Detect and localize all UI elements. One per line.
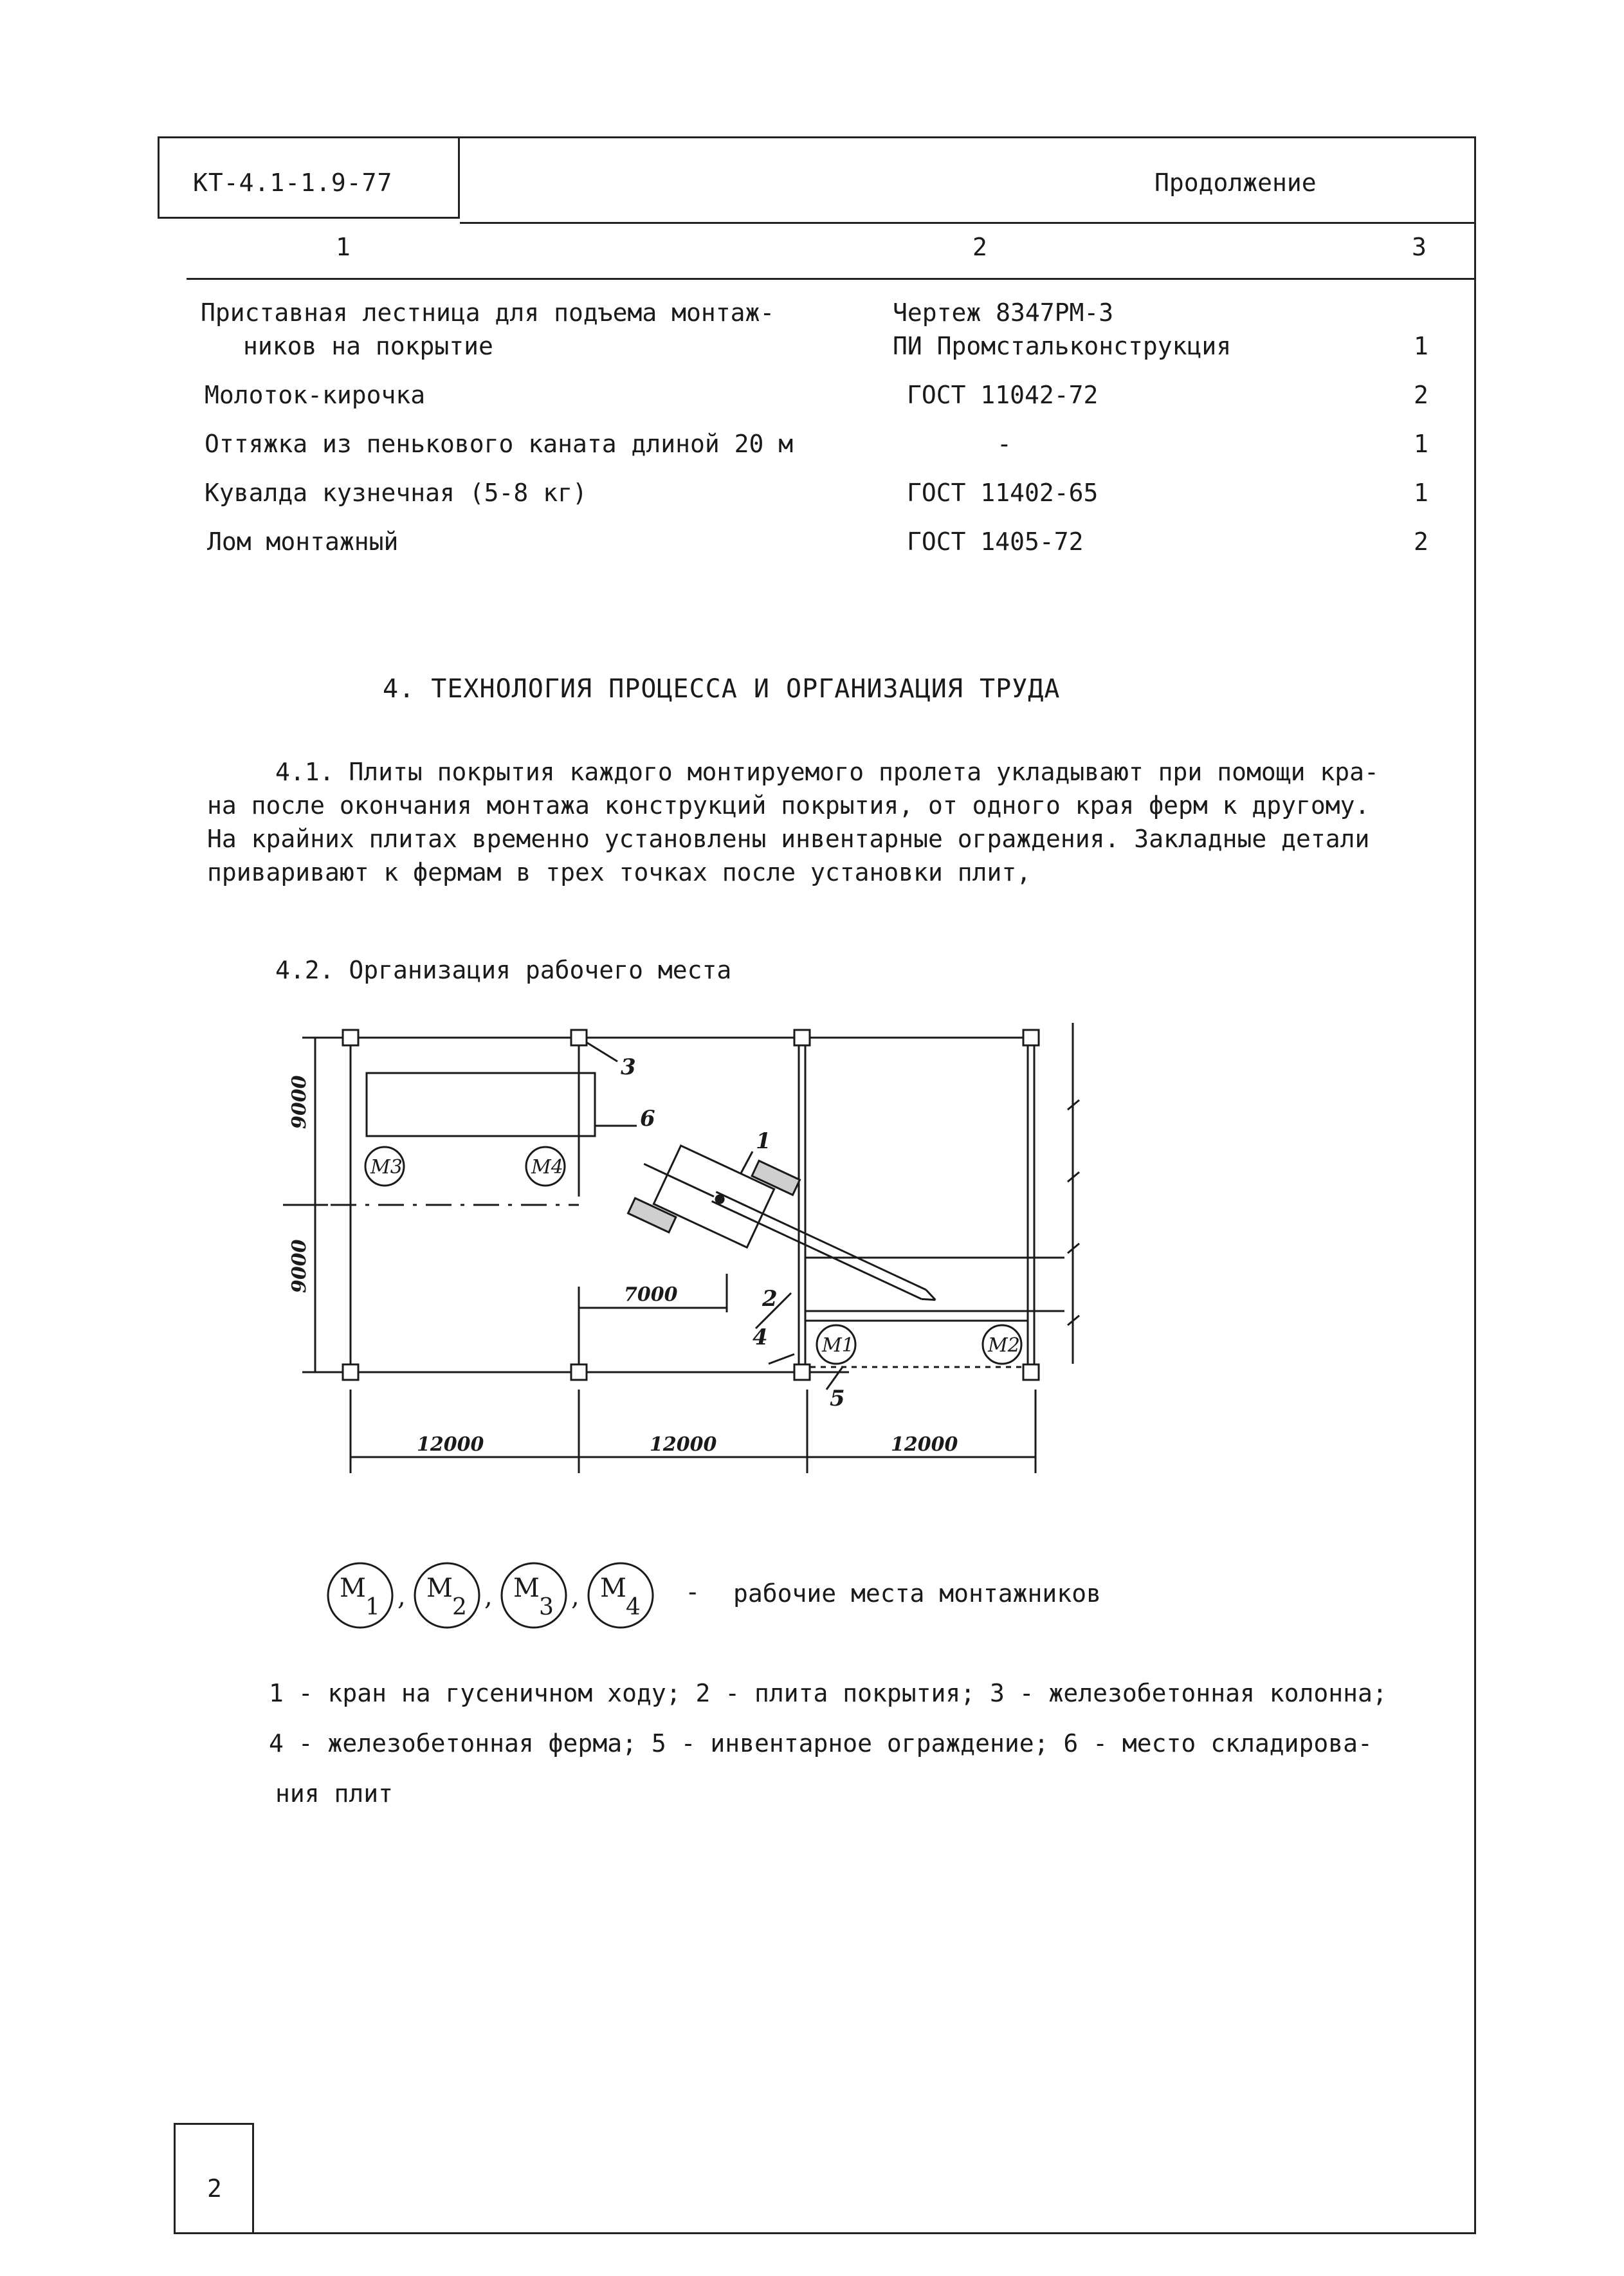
workplace-label: М1 [822,1334,854,1357]
dimension-label: 12000 [417,1433,484,1456]
legend-symbol-letter: М [340,1574,366,1603]
table-column-3-header: 3 [1412,233,1427,261]
paragraph-4-2: 4.2. Организация рабочего места [275,956,732,984]
legend-description: рабочие места монтажников [733,1579,1101,1608]
table-cell-ref: ГОСТ 11402-65 [907,479,1099,507]
legend-symbol-letter: М [513,1574,540,1603]
workplace-label: М3 [370,1156,403,1179]
table-column-2-header: 2 [972,233,987,261]
table-cell-qty: 1 [1414,479,1428,507]
table-cell-qty: 1 [1414,430,1428,458]
legend-symbol-letter: М [426,1574,453,1603]
callout-5: 5 [830,1386,845,1411]
dimension-label: 7000 [624,1283,678,1306]
dimension-label: 9000 [288,1075,311,1129]
legend-key-line: ния плит [275,1779,394,1808]
workplace-label: М4 [531,1156,563,1179]
table-cell-ref: Чертеж 8347РМ-3 [893,298,1114,327]
callout-4: 4 [753,1325,768,1350]
workplace-layout-diagram [277,1004,1126,1492]
table-cell-name: Молоток-кирочка [205,381,426,409]
table-cell-qty: 2 [1414,528,1428,556]
legend-symbol-sub: 2 [452,1594,467,1620]
callout-3: 3 [621,1054,636,1080]
workplace-label: М2 [988,1334,1020,1357]
table-cell-ref: ГОСТ 11042-72 [907,381,1099,409]
table-cell-name: Приставная лестница для подъема монтаж- [201,298,775,327]
legend-symbol-sub: 4 [626,1594,641,1620]
callout-6: 6 [640,1106,655,1132]
dimension-label: 12000 [650,1433,717,1456]
legend-symbol-letter: М [600,1574,626,1603]
dimension-label: 9000 [288,1239,311,1293]
legend-dash: - [688,1577,697,1607]
table-cell-name-cont: ников на покрытие [243,332,493,360]
page-number: 2 [207,2174,222,2203]
table-column-1-header: 1 [336,233,351,261]
legend-key-line: 1 - кран на гусеничном ходу; 2 - плита покрытия; 3 - железобетонная колонна; [269,1679,1387,1707]
table-cell-qty: 1 [1414,332,1428,360]
table-cell-name: Лом монтажный [207,528,399,556]
frame-bottom-border [174,2232,1476,2234]
frame-right-border [1474,136,1476,2234]
table-cell-name: Оттяжка из пенькового каната длиной 20 м [205,430,794,458]
legend-key-line: 4 - железобетонная ферма; 5 - инвентарное ограждение; 6 - место складирова- [269,1729,1373,1757]
callout-2: 2 [762,1286,778,1312]
paragraph-4-1-line: приваривают к фермам в трех точках после установки плит, [207,858,1032,886]
legend-separator: , [571,1582,579,1611]
crane-symbol [622,1117,957,1346]
table-header-top-rule [460,222,1476,224]
callout-1: 1 [756,1128,771,1154]
dimension-label: 12000 [891,1433,958,1456]
paragraph-4-1-line: на после окончания монтажа конструкций покрытия, от одного края ферм к другому. [207,791,1370,820]
table-cell-ref: ГОСТ 1405-72 [907,528,1084,556]
table-cell-name: Кувалда кузнечная (5-8 кг) [205,479,587,507]
table-cell-ref-cont: ПИ Промстальконструкция [893,332,1232,360]
paragraph-4-1-line: На крайних плитах временно установлены инвентарные ограждения. Закладные детали [207,825,1370,853]
legend-separator: , [397,1582,406,1611]
table-header-bottom-rule [187,278,1476,280]
paragraph-4-1-line: 4.1. Плиты покрытия каждого монтируемого пролета укладывают при помощи кра- [275,758,1379,786]
table-cell-qty: 2 [1414,381,1428,409]
table-cell-ref: - [997,430,1012,458]
doc-code: КТ-4.1-1.9-77 [193,169,393,197]
legend-symbol-sub: 1 [365,1594,380,1620]
section-title: 4. ТЕХНОЛОГИЯ ПРОЦЕССА И ОРГАНИЗАЦИЯ ТРУДА [383,674,1061,704]
continued-label: Продолжение [1154,169,1317,197]
legend-symbol-sub: 3 [539,1594,554,1620]
legend-separator: , [484,1582,493,1611]
